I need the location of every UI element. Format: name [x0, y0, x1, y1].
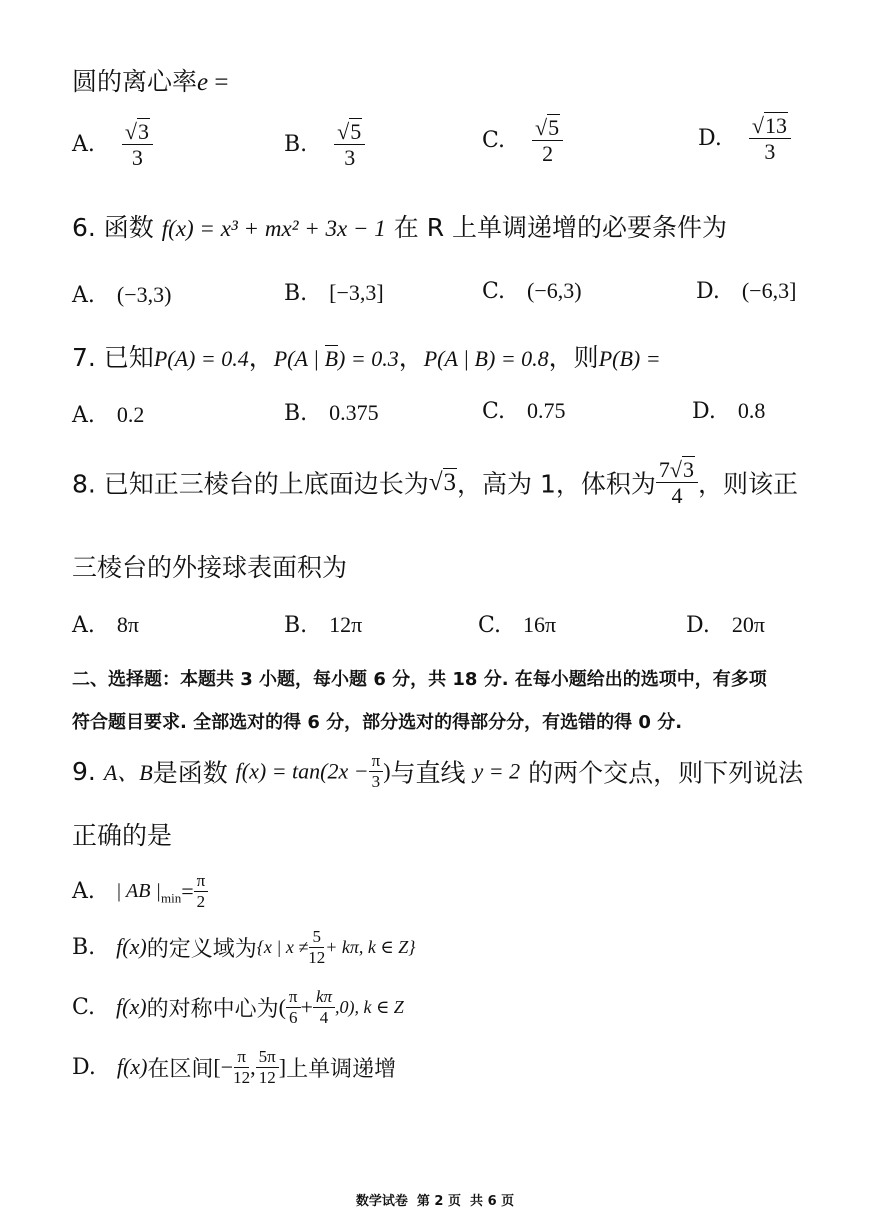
q6-option-a [72, 282, 171, 308]
q5-option-c [482, 116, 563, 165]
q9-ab: A、B [103, 759, 153, 785]
option-label: A. [72, 403, 95, 428]
q9-a-fraction [194, 872, 209, 911]
q9-d-num2: 5π [256, 1048, 279, 1068]
option-label: C. [482, 128, 506, 154]
q8-option-c [478, 612, 556, 638]
q5-stem-text: 圆的离心率 [72, 67, 198, 96]
q8-edge-rad: 3 [443, 468, 457, 496]
q9-a-abs: | AB | [115, 879, 161, 902]
q5-stem-var: e [197, 69, 209, 96]
option-label: D. [72, 1054, 96, 1080]
q7-p1: P(A) = 0.4 [153, 346, 249, 371]
q9-option-c [72, 988, 404, 1027]
q7-p2-bar: B [324, 346, 339, 371]
q9-d-fx: f(x) [116, 1054, 148, 1080]
q8-vol-den: 4 [671, 483, 683, 509]
q7-number: 7. 已知 [72, 343, 154, 372]
q7-sep: ， [248, 343, 274, 372]
q6-tail: 在 R 上单调递增的必要条件为 [393, 213, 728, 242]
option-label: B. [284, 281, 308, 306]
option-label: C. [482, 399, 506, 424]
q9-c-num1: π [286, 988, 301, 1008]
q5-a-den: 3 [131, 145, 143, 171]
q7-sep: ， [398, 343, 424, 372]
q9-d-num1: π [234, 1048, 249, 1068]
q9-stem [72, 752, 803, 791]
option-label: B. [284, 401, 308, 426]
option-value: [−3,3] [329, 280, 384, 305]
q9-c-plus: + [300, 994, 313, 1020]
q9-d-pre: [− [213, 1054, 234, 1080]
q9-c-den1: 6 [288, 1007, 298, 1027]
q7-stem [72, 338, 661, 374]
q7-option-d [692, 398, 765, 424]
q8-vol-rad: 3 [682, 457, 694, 482]
q9-a-den: 2 [196, 891, 206, 911]
option-value: (−6,3] [741, 278, 797, 303]
q9-b-set-post: + kπ, k ∈ Z} [325, 936, 416, 957]
option-label: D. [696, 279, 720, 304]
option-label: B. [72, 934, 96, 960]
q8-option-a [72, 612, 139, 638]
page-footer: 数学试卷 第 2 页 共 6 页 [355, 1194, 515, 1209]
q8-option-b [284, 612, 362, 638]
q7-ask: P(B) = [598, 346, 661, 371]
q9-three: 3 [371, 771, 381, 791]
q9-b-text: 的定义域为 [146, 936, 257, 962]
q5-option-d [698, 114, 791, 163]
option-value: 0.2 [116, 402, 145, 427]
q9-a-num: π [194, 872, 209, 892]
q7-option-a [72, 402, 144, 428]
q9-d-fraction2 [256, 1048, 279, 1087]
q5-stem-eq: = [208, 69, 229, 96]
q9-b-num: 5 [309, 928, 324, 948]
q5-a-num: 3 [137, 119, 149, 144]
option-value: 0.75 [527, 398, 566, 423]
q9-option-d [72, 1048, 396, 1087]
q8-line2: 三棱台的外接球表面积为 [72, 553, 348, 582]
q7-p3: P(A | B) = 0.8 [423, 346, 549, 371]
q5-stem [72, 62, 228, 98]
q9-line-eq: y = 2 [473, 758, 521, 784]
section2-line1: 二、选择题：本题共 3 小题，每小题 6 分，共 18 分. 在每小题给出的选项中，有多项 [72, 669, 767, 690]
q9-c-text: 的对称中心为 [146, 996, 279, 1022]
q5-a-fraction: $\frac{√3}{3}$ [122, 120, 153, 169]
q9-d-fraction1 [233, 1048, 250, 1087]
option-value: 20π [731, 612, 765, 637]
q9-a-eq: = [181, 878, 194, 904]
option-label: C. [72, 994, 96, 1020]
q9-b-fraction [308, 928, 325, 967]
q9-c-fraction2 [313, 988, 335, 1027]
option-value: 8π [116, 612, 139, 637]
q9-d-comma: , [250, 1054, 256, 1080]
q9-c-pre: ( [278, 994, 286, 1020]
q9-number: 9. [72, 756, 96, 786]
option-value: 0.8 [737, 398, 766, 423]
option-label: A. [72, 132, 95, 158]
q9-b-set-pre: {x | x ≠ [256, 936, 309, 957]
q9-d-tail: 上单调递增 [286, 1056, 397, 1082]
option-value: 16π [523, 612, 557, 637]
q6-stem [72, 208, 727, 244]
option-label: B. [284, 132, 308, 158]
option-value: 0.375 [329, 400, 379, 425]
q9-text1: 是函数 [152, 758, 228, 788]
q5-c-den: 2 [542, 141, 554, 167]
q9-close: ) [383, 758, 391, 784]
option-label: C. [478, 613, 502, 638]
option-label: D. [692, 399, 716, 424]
q6-option-d [696, 278, 796, 304]
q5-b-fraction: $\frac{√5}{3}$ [334, 120, 365, 169]
q9-line2: 正确的是 [72, 821, 173, 850]
q5-d-den: 3 [764, 139, 776, 165]
q5-b-num: 5 [350, 119, 362, 144]
option-value: 12π [329, 612, 363, 637]
q9-b-den: 12 [308, 947, 326, 967]
q5-b-den: 3 [344, 145, 356, 171]
q9-option-b [72, 928, 415, 967]
q9-d-den1: 12 [233, 1067, 251, 1087]
q9-text2: 与直线 [390, 758, 466, 788]
q8-option-d [686, 612, 765, 638]
q9-option-a [72, 872, 208, 911]
q8-edge: √3 [428, 468, 457, 496]
q9-pi: π [369, 752, 384, 772]
q8-vol-coef: 7 [658, 457, 670, 482]
option-label: D. [698, 126, 722, 152]
q8-volume-fraction: $\frac{7√3}{4}$ [656, 458, 698, 507]
q9-b-fx: f(x) [116, 934, 147, 960]
q7-p2-pre: P(A | [273, 346, 325, 371]
option-value: (−3,3) [116, 282, 172, 307]
q5-c-num: 5 [548, 115, 560, 140]
q9-c-post: ,0), k ∈ Z [335, 996, 404, 1017]
option-label: A. [72, 283, 95, 308]
q9-text3: 的两个交点，则下列说法 [528, 758, 804, 788]
option-label: C. [482, 279, 506, 304]
q9-pi-over-3 [369, 752, 384, 791]
q5-c-fraction: $\frac{√5}{2}$ [532, 116, 563, 165]
q9-c-fx: f(x) [116, 994, 147, 1020]
q5-d-fraction: $\frac{√13}{3}$ [749, 114, 791, 163]
q6-option-c [482, 278, 582, 304]
q8-line1 [72, 458, 798, 507]
option-label: B. [284, 613, 308, 638]
q9-d-den2: 12 [258, 1067, 276, 1087]
q7-option-b [284, 400, 379, 426]
option-label: D. [686, 613, 710, 638]
section2-line2: 符合题目要求. 全部选对的得 6 分，部分选对的得部分分，有选错的得 0 分. [72, 712, 683, 733]
q5-d-num: 13 [764, 113, 787, 138]
option-label: A. [72, 613, 95, 638]
q8-text-c: ，则该正 [697, 469, 798, 499]
q9-a-sub: min [160, 890, 182, 906]
q9-d-post: ] [278, 1054, 287, 1080]
q9-c-num2: kπ [313, 988, 335, 1008]
q7-tail: ，则 [548, 343, 599, 372]
option-label: A. [72, 878, 95, 904]
q6-number: 6. 函数 [72, 213, 154, 242]
q5-option-a [72, 120, 153, 169]
q8-text-a: 8. 已知正三棱台的上底面边长为 [72, 469, 429, 499]
q7-p2-post: ) = 0.3 [338, 346, 399, 371]
q6-formula: f(x) = x³ + mx² + 3x − 1 [161, 216, 386, 241]
q8-text-b: ，高为 1，体积为 [457, 469, 656, 499]
option-value: (−6,3) [527, 278, 582, 303]
q7-option-c [482, 398, 566, 424]
q5-option-b [284, 120, 365, 169]
q9-c-den2: 4 [319, 1007, 329, 1027]
q9-c-fraction1 [286, 988, 301, 1027]
q9-formula: f(x) = tan(2x − [235, 758, 369, 784]
q9-d-text: 在区间 [147, 1056, 214, 1082]
q6-option-b [284, 280, 384, 306]
